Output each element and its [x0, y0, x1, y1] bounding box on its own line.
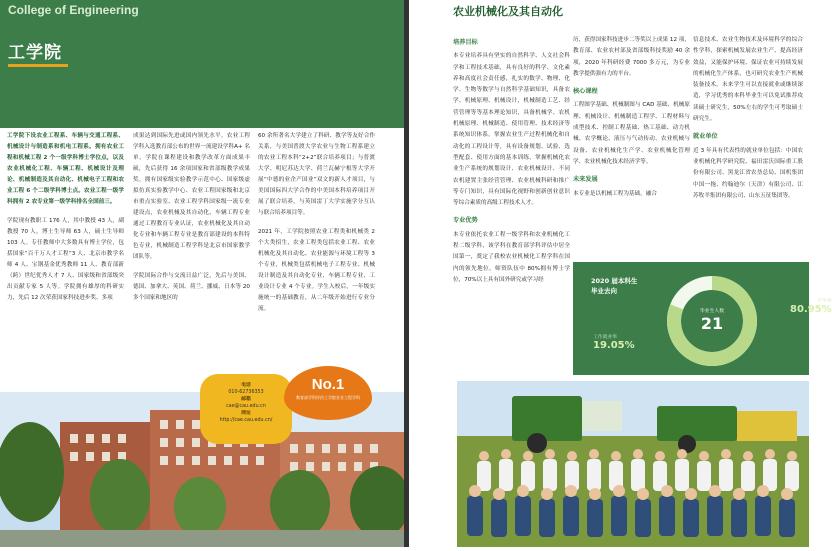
- work-rate-label: 工作就业率: [593, 335, 617, 340]
- stats-title: [591, 276, 637, 296]
- major-column-3: [693, 35, 803, 202]
- grad-rate-label: 升学率: [817, 299, 832, 304]
- website-url[interactable]: http://cae.cau.edu.cn/: [219, 418, 273, 423]
- left-page: [0, 0, 404, 547]
- email-address[interactable]: cae@cau.edu.cn: [226, 404, 266, 409]
- work-rate-block: [593, 333, 635, 351]
- goals-paragraph: 本专业培养具有坚实的自然科学、人文社会科学和工程技术基础，具有良好的科学、文化素养和高度社会责任感，扎实的数学、物理、化学、生物等数学与自然科学基础知识，具备农学、机械原理、机械设计、机械制造工艺、经营管理等等基本理论知识，具备机械学、农机机械原理、机械制造、使用管理、技术经济等系统知识体系。掌握农业生产过程机械化和自动化的工程设计等，具有设备规划、试验、选型配套、使用方面的基本训练，掌握机械化农业生产系统的规划设计、农业机械设计、不同农机建置主张经营管理、农业机械科研和推广等专门知识，具有国际化视野和创新创业意识等综合素质的高级工程技术人才。: [453, 53, 570, 207]
- total-label: 毕业生人数: [700, 309, 724, 314]
- phone-label: 电话: [241, 383, 251, 388]
- college-title: College of Engineering: [8, 3, 139, 17]
- header-stripe: [0, 120, 404, 128]
- achievements-paragraph: 成果达到国际先进或国内领先水平。农业工程学科入选教育部公布的世界一流建设学科A+ 名单。学院在课程建设和教学改革方面成果丰硕，先后获得 16 余项国家和省部级教学成果奖。拥有国家级实验教学示范中心、国家级虚拟仿真实验教学中心、农业工程国家级和北京市重点实验室、农业工程学科国家级一流专业建设点，农业机械及其自动化、车辆工程专业通过工程教育专业认证，农业机械化及其自动化专业和车辆工程专业是教育部建设的本科特色专业，机械制造工程学科是北京市国家教学团队等。: [133, 133, 250, 260]
- right-page: [409, 0, 832, 547]
- title-underline: [8, 64, 68, 67]
- graduate-stats: [573, 262, 832, 375]
- intro-column-1: [7, 131, 124, 304]
- section-heading-future: 未来发展: [573, 176, 598, 184]
- no1-badge: [284, 366, 372, 420]
- badge-rank: No.1: [311, 376, 345, 393]
- major-column-1: [453, 35, 570, 286]
- work-rate-value: 19.05%: [593, 340, 635, 351]
- intro-paragraph: 工学院下设农业工程系、车辆与交通工程系、机械设计与制造系和机电工程系。拥有农业工程和机械工程 2 个一级学科博士学位点，以及农业机械化工程、车辆工程、机械设计及理论、机械制造及其自动化、机械电子工程和农业工程 6 个二级学科博士点。农业工程一级学科拥有 2 农专业第一级学科排名全国前三。: [7, 133, 124, 205]
- grad-rate-block: [790, 297, 832, 315]
- employers-paragraph: 近 3 年具有代表性的就业单位包括：中国农业机械化科学研究院、福田雷沃国际重工股份有限公司、黑龙江省农垦总局、国机集团中国一拖、约翰迪尔（天津）有限公司、江苏牧羊集团有限公司、山东五征集团等。: [693, 147, 803, 199]
- donut-label: [683, 307, 741, 333]
- section-heading-goals: 培养目标: [453, 39, 478, 46]
- section-heading-employers: 就业单位: [693, 133, 718, 141]
- future-continued: 信息技术、农业生物技术及环境科学的综合性学科，探索机械发展农业生产、提高经济效益，又能保护环境、保证农业可持续发展的机械化生产体系，也可研究农业生产机械装备技术。未来学生可以直接就业或继续深造，学习优秀的本科毕业生可以免试推荐攻读硕士研究生，50%左右的学生可考取硕士研究生。: [693, 37, 803, 123]
- stats-title-line2: 毕业去向: [591, 287, 617, 295]
- courses-paragraph: 工程图学基础、机械制图与 CAD 基础、机械原理、机械设计、机械制造工程学、工程材料与成型技术、控制工程基础、热工基础、动力机械、农学概论、液压与气动传动、农业机械与设备、农业机械化生产学、农业机械化管理学、农业机械化技术经济学等。: [573, 102, 690, 165]
- major-column-2: [573, 35, 690, 200]
- enrollment-paragraph: 2021 年，工学院按照农业工程类和机械类 2 个大类招生，农业工程类包括农业工程、农业机械化及其自动化、农业能源与环境工程等 3 个专业，机械类包括机械电子工程专业、机械设计制造及其自动化专业、车辆工程专业、工业设计专业 4 个专业。学生入校后，一年级实施统一的基础教育，从二年级开始进行专业分流。: [258, 229, 375, 312]
- website-label: 网址: [241, 411, 251, 416]
- future-paragraph: 本专业是以机械工程为基础，融合: [573, 190, 657, 197]
- major-title: 农业机械化及其自动化: [453, 5, 563, 18]
- grad-rate-value: 80.95%: [790, 304, 832, 315]
- contact-info: [200, 374, 292, 444]
- section-heading-courses: 核心课程: [573, 88, 598, 96]
- intro-column-3: [258, 131, 375, 315]
- total-value: 21: [700, 314, 724, 333]
- field-group-photo: [457, 381, 809, 547]
- advantages-paragraph: 本专业依托农业工程一级学科和农业机械化工程二级学科，该学科在教育部学科评估中居全国第一，奠定了我校农业机械化工程学科在国内的领先地位。师资队伍中 80%拥有博士学位，70%以上具有国外研究或学习经: [453, 231, 570, 283]
- phone-number: 010-62736353: [228, 390, 264, 395]
- badge-caption: 教育部学科评估工学院农业工程学科: [296, 395, 360, 400]
- advantages-continued: 历，获得国家科技进步二等奖以上成果 12 项，教育部、农业农村部及省部级科技奖励 40 余项，2020 年科研经费 7000 多万元，为专业教学提供强有力的平台。: [573, 37, 690, 77]
- section-heading-advantages: 专业优势: [453, 217, 478, 225]
- international-paragraph: 学院国际合作与交流日益广泛，先后与美国、德国、加拿大、英国、荷兰、挪威、日本等 20 多个国家和地区的: [133, 273, 250, 301]
- email-label: 邮箱: [241, 397, 251, 402]
- department-title: 工学院: [8, 43, 62, 63]
- intro-column-2: [133, 131, 250, 304]
- faculty-paragraph: 学院现有教职工 176 人，其中教授 43 人，副教授 70 人，博士生导师 63 人，硕士生导师 103 人。专任教师中大多数具有博士学位，包括国家“百千万人才工程”3 人、北京市教学名师 4 人、宝钢基金优秀教师 11 人、教育部新（跨）世纪优秀人才 7 人、国家级和省部级突出贡献专家 5 人等。学院拥有雄厚的科研实力，先后 12 次荣获国家科技进步奖、多项: [7, 218, 124, 301]
- stats-title-line1: 2020 届本科生: [591, 277, 638, 285]
- cooperation-paragraph: 60 余所著名大学建立了科研、教学等友好合作关系，与美国普渡大学农业与生物工程系建立的农业工程本科“2+2”联合培养项目；与普渡大学、明尼苏达大学、荷兰瓦赫宁根等大学开展“中德的业企产国业”双文的新人才项目，与美国国际四大学合作的中美国本科培养项目开展了联合培养，与英国雷丁大学实施学分互认与联合培养项目等。: [258, 133, 375, 216]
